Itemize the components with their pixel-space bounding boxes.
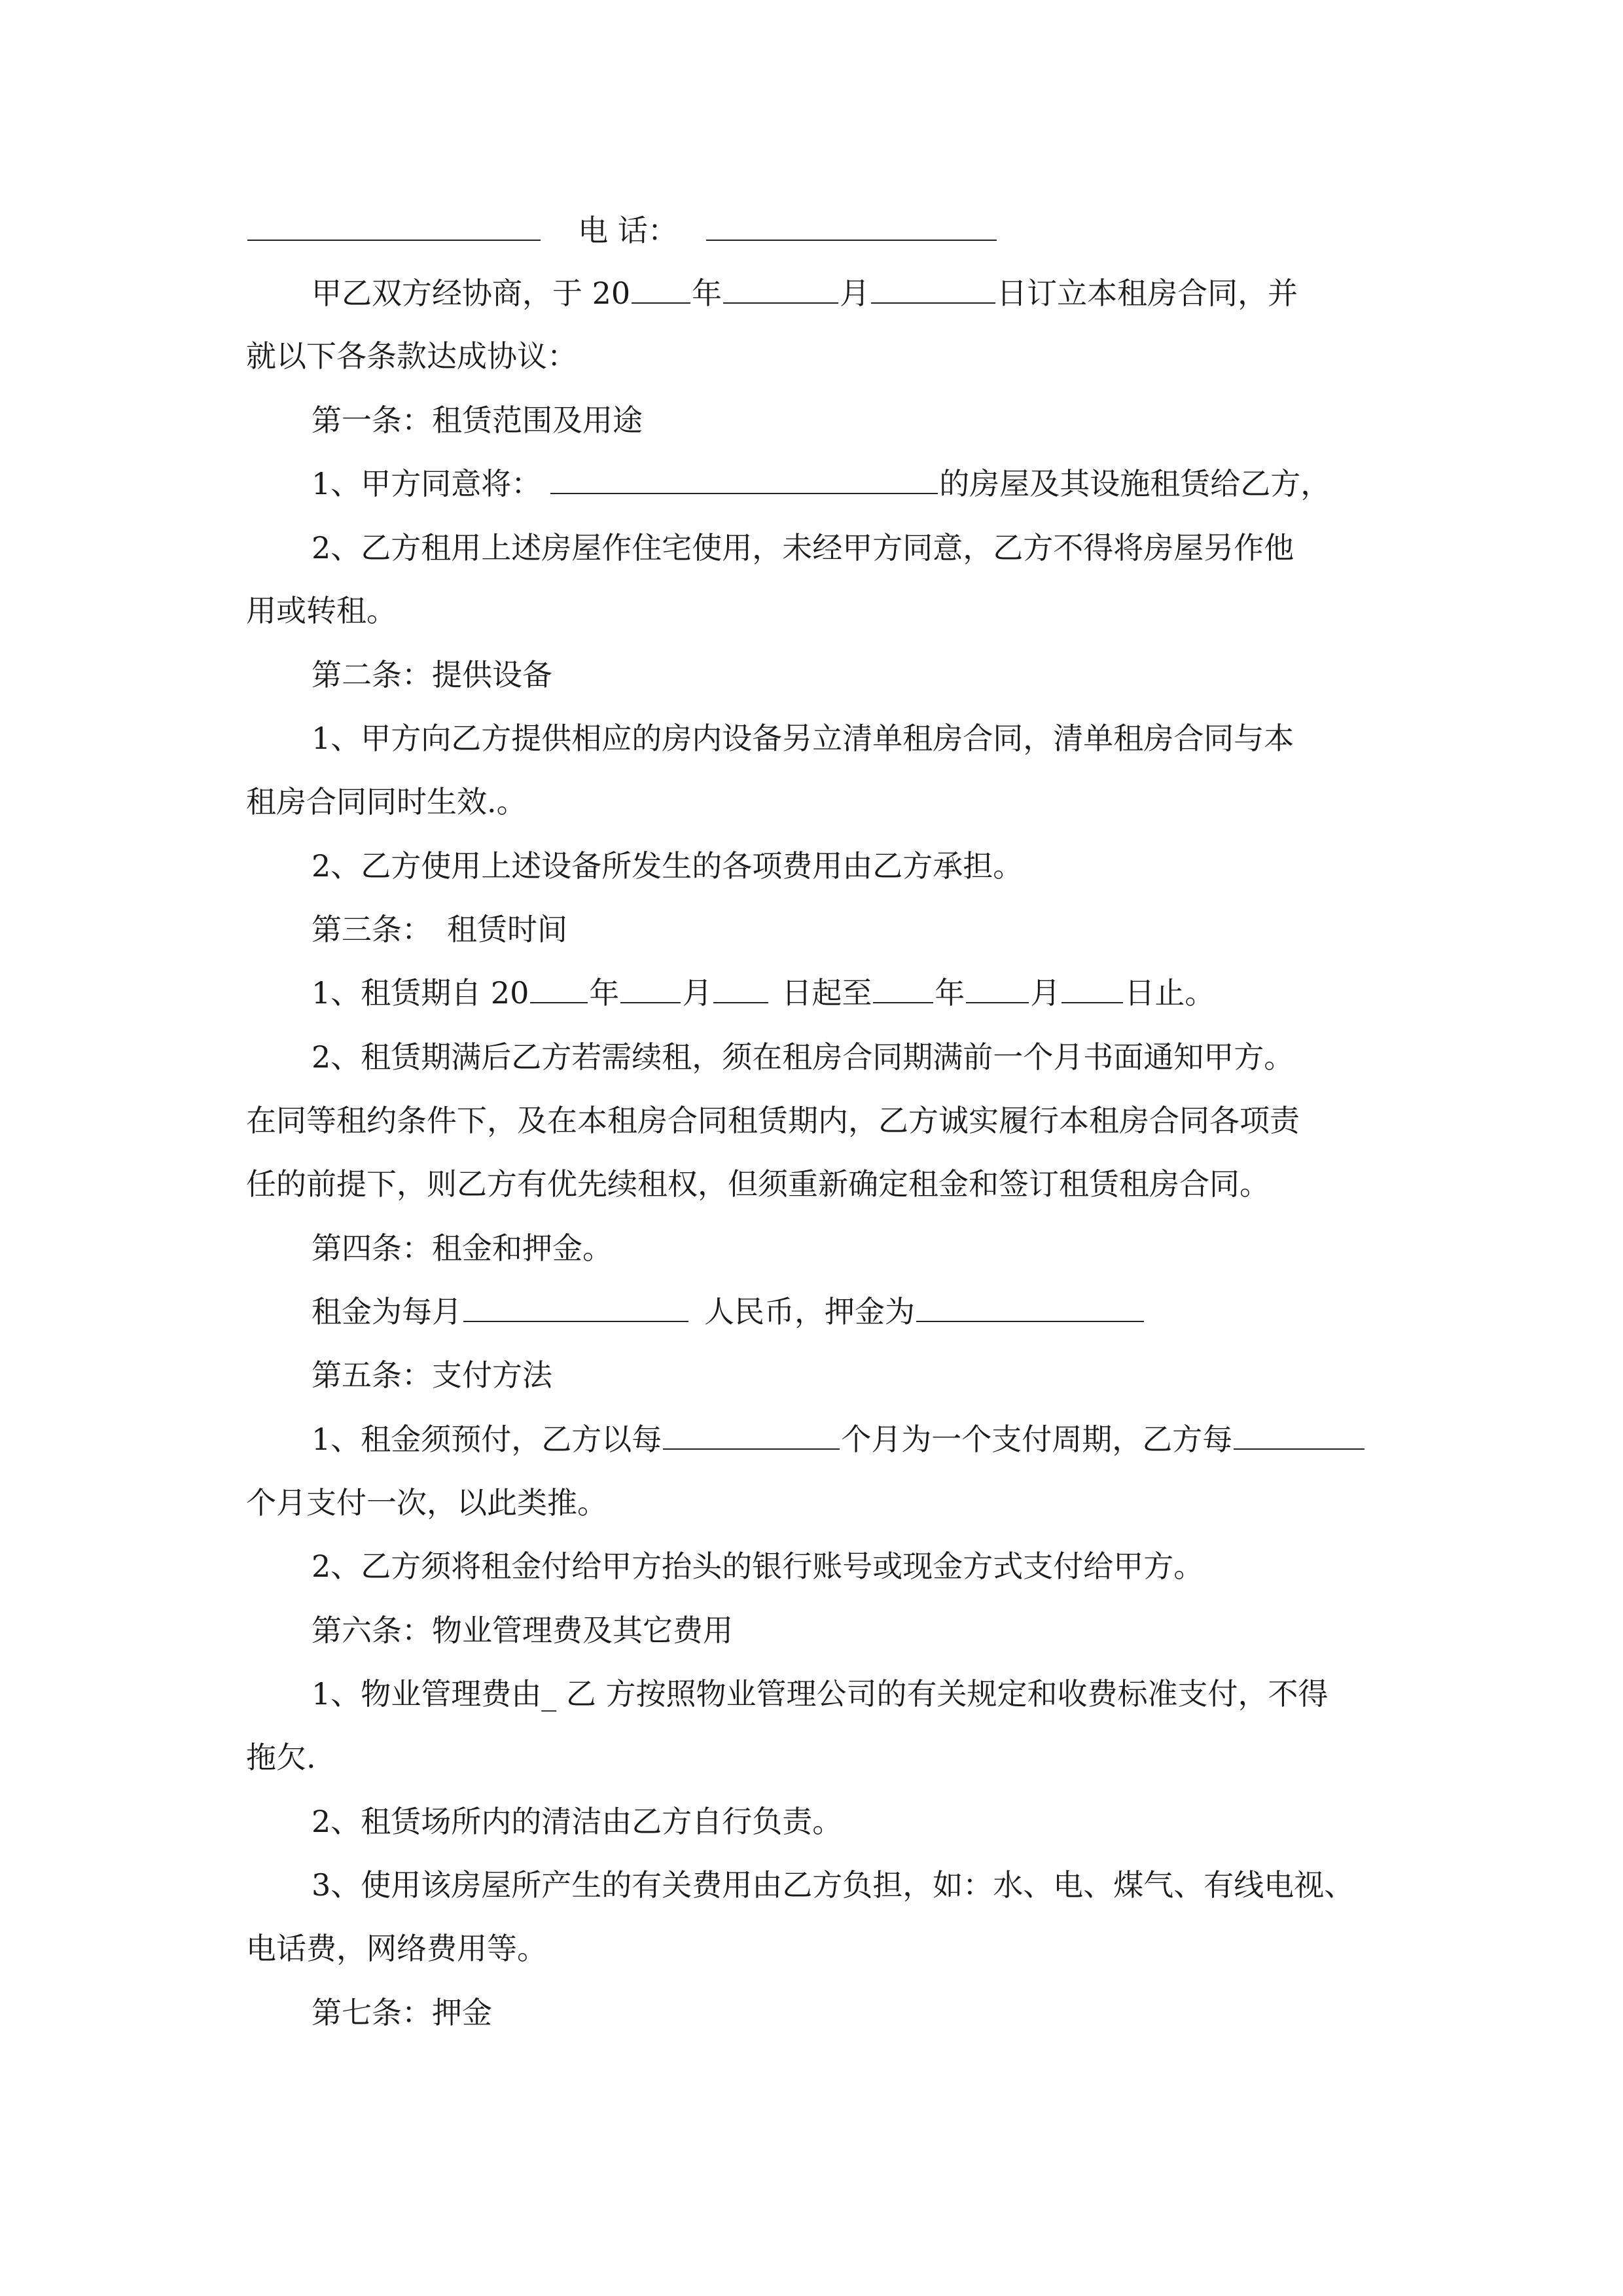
text-segment: 人民币，押金为 xyxy=(704,1294,915,1329)
agreement-date-line xyxy=(312,272,1385,314)
text-segment: 的房屋及其设施租赁给乙方， xyxy=(939,466,1331,501)
cycle-blank xyxy=(663,1418,840,1450)
paragraph-line: 2、乙方须将租金付给甲方抬头的银行账号或现金方式支付给甲方。 xyxy=(312,1549,1204,1584)
phone-blank xyxy=(706,209,997,241)
text-segment: 日止。 xyxy=(1124,975,1215,1011)
month-blank xyxy=(966,972,1029,1003)
article-4-heading: 第四条：租金和押金。 xyxy=(312,1230,613,1266)
year-blank xyxy=(632,272,690,304)
text-segment: 甲乙双方经协商，于 20 xyxy=(312,276,631,311)
text-segment: 1、租金须预付，乙方以每 xyxy=(312,1422,662,1457)
article-7-heading: 第七条：押金 xyxy=(312,1995,492,2030)
text-segment: 月 xyxy=(682,975,713,1011)
text-segment: 个月为一个支付周期，乙方每 xyxy=(841,1422,1233,1457)
month-blank xyxy=(723,272,838,304)
year-blank xyxy=(873,972,933,1003)
address-blank xyxy=(550,463,938,494)
day-blank xyxy=(871,272,995,304)
text-segment: 月 xyxy=(1030,975,1061,1011)
paragraph-line: 租房合同同时生效.。 xyxy=(246,784,527,819)
article-2-heading: 第二条：提供设备 xyxy=(312,657,552,692)
text-segment: 租金为每月 xyxy=(312,1294,462,1329)
text-segment: 月 xyxy=(840,276,870,311)
paragraph-line: 2、乙方租用上述房屋作住宅使用，未经甲方同意，乙方不得将房屋另作他 xyxy=(312,530,1294,565)
paragraph-line: 1、物业管理费由_ 乙 方按照物业管理公司的有关规定和收费标准支付，不得 xyxy=(312,1676,1329,1712)
paragraph-line: 用或转租。 xyxy=(246,593,397,628)
text-segment: 年 xyxy=(589,975,620,1011)
paragraph-line: 个月支付一次，以此类推。 xyxy=(246,1485,607,1520)
day-blank xyxy=(1061,972,1123,1003)
paragraph-line: 3、使用该房屋所产生的有关费用由乙方负担，如：水、电、煤气、有线电视、 xyxy=(312,1867,1355,1903)
article-3-heading: 第三条： 租赁时间 xyxy=(312,912,567,947)
paragraph-line: 任的前提下，则乙方有优先续租权，但须重新确定租金和签订租赁租房合同。 xyxy=(246,1166,1270,1202)
text-segment: 日订立本租房合同，并 xyxy=(997,276,1298,311)
phone-label: 电 话： xyxy=(578,213,678,248)
phone-line xyxy=(246,209,1385,251)
text-segment: 日起至 xyxy=(781,975,872,1011)
article-5-heading: 第五条：支付方法 xyxy=(312,1357,552,1393)
article-1-heading: 第一条：租赁范围及用途 xyxy=(312,403,643,438)
paragraph-line: 在同等租约条件下，及在本租房合同租赁期内，乙方诚实履行本租房合同各项责 xyxy=(246,1103,1300,1138)
text-segment: 年 xyxy=(935,975,965,1011)
blank-field xyxy=(247,209,541,241)
day-blank xyxy=(713,972,768,1003)
article-6-heading: 第六条：物业管理费及其它费用 xyxy=(312,1613,733,1648)
lease-period-line xyxy=(312,972,1385,1014)
frequency-blank xyxy=(1234,1418,1364,1450)
text-segment: 1、租赁期自 20 xyxy=(312,975,529,1011)
deposit-blank xyxy=(916,1291,1144,1322)
paragraph-line: 拖欠. xyxy=(246,1740,316,1775)
text-segment: 1、甲方同意将： xyxy=(312,466,542,501)
paragraph-line: 就以下各条款达成协议： xyxy=(246,338,577,374)
paragraph-line: 2、租赁期满后乙方若需续租，须在租房合同期满前一个月书面通知甲方。 xyxy=(312,1039,1294,1075)
paragraph-line: 2、租赁场所内的清洁由乙方自行负责。 xyxy=(312,1804,843,1839)
paragraph-line: 电话费，网络费用等。 xyxy=(246,1931,547,1966)
paragraph-line: 1、甲方向乙方提供相应的房内设备另立清单租房合同，清单租房合同与本 xyxy=(312,721,1294,756)
rent-deposit-line xyxy=(312,1291,1385,1333)
rent-blank xyxy=(463,1291,688,1322)
payment-cycle-line xyxy=(312,1418,1385,1460)
month-blank xyxy=(620,972,681,1003)
text-segment: 年 xyxy=(692,276,722,311)
paragraph-line: 2、乙方使用上述设备所发生的各项费用由乙方承担。 xyxy=(312,848,1024,884)
year-blank xyxy=(530,972,588,1003)
premises-line xyxy=(312,463,1385,505)
